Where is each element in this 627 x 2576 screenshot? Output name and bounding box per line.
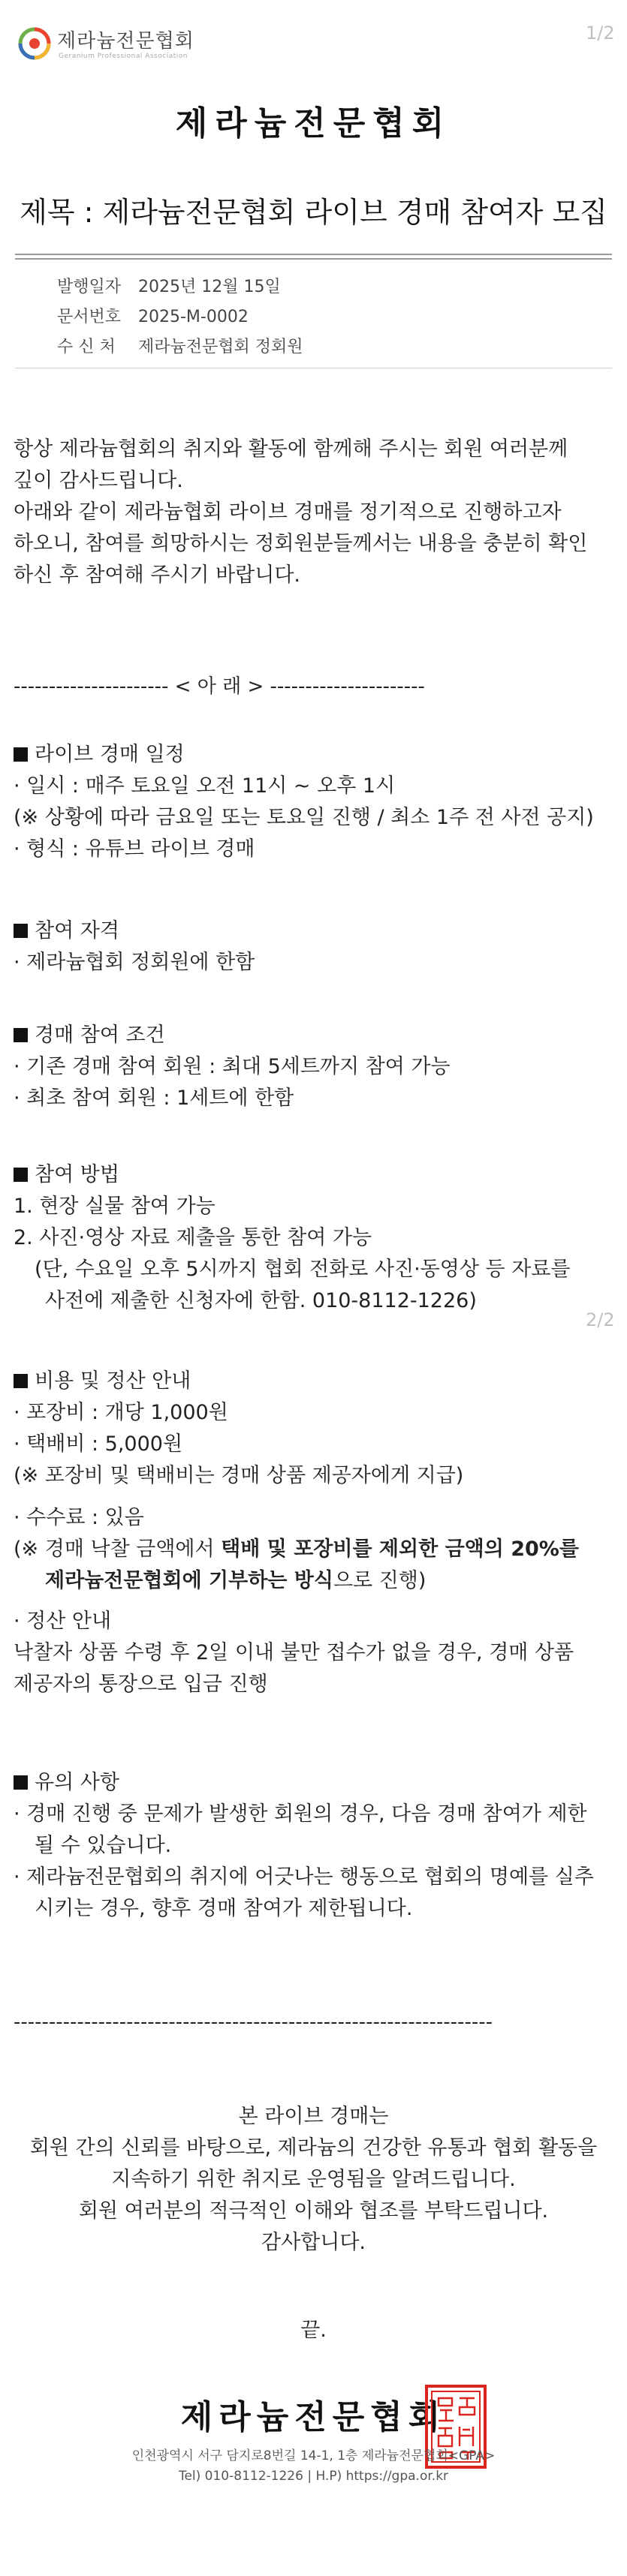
section-line: · 포장비 : 개당 1,000원 [14,1401,228,1424]
section-heading: 유의 사항 [14,1767,614,1799]
section-line: (※ 상황에 따라 금요일 또는 토요일 진행 / 최소 1주 전 사전 공지) [14,806,594,829]
section-line: (단, 수요일 오후 5시까지 협회 전화로 사진·동영상 등 자료를 [35,1258,571,1281]
section-line: · 경매 진행 중 문제가 발생한 회원의 경우, 다음 경매 참여가 제한 [14,1802,587,1826]
section-line: · 제라늄전문협회의 취지에 어긋나는 행동으로 협회의 명예를 실추 [14,1865,594,1889]
intro-line: 하오니, 참여를 희망하시는 정회원분들께서는 내용을 충분히 확인 [14,532,588,555]
footer-association-name: 제라늄전문협회 [180,2398,447,2436]
section-schedule [14,739,614,865]
closing-paragraph [0,2101,627,2259]
section-cost [14,1366,614,1700]
square-bullet-icon [14,1168,28,1182]
meta-label: 발행일자 [57,278,122,296]
section-line: · 제라늄협회 정회원에 한함 [14,951,255,974]
fee-note-line: (※ 경매 낙찰 금액에서 택배 및 포장비를 제외한 금액의 20%를 [14,1537,579,1561]
closing-line: 지속하기 위한 취지로 운영됨을 알려드립니다. [111,2168,516,2191]
association-logo [17,23,332,68]
document-subject: 제목 : 제라늄전문협회 라이브 경매 참여자 모집 [20,196,607,229]
section-divider: ---------------------- < 아 래 > ---------------------- [14,675,425,698]
closing-line: 회원 여러분의 적극적인 이해와 협조를 부탁드립니다. [78,2199,549,2223]
square-bullet-icon [14,1374,28,1388]
section-line: · 최초 참여 회원 : 1세트에 한함 [14,1087,294,1110]
intro-line: 항상 제라늄협회의 취지와 활동에 함께해 주시는 회원 여러분께 [14,437,568,461]
closing-line: 감사합니다. [261,2231,366,2254]
page-number-1: 1/2 [586,23,615,44]
divider-line [15,254,612,255]
intro-line: 아래와 같이 제라늄협회 라이브 경매를 정기적으로 진행하고자 [14,500,562,524]
section-line: 제공자의 통장으로 입금 진행 [14,1673,268,1696]
section-qualification [14,915,614,978]
footer-address: 인천광역시 서구 담지로8번길 14-1, 1층 제라늄전문협회<GPA> [131,2448,496,2463]
square-bullet-icon [14,1775,28,1790]
section-line: 시키는 경우, 향후 경매 참여가 제한됩니다. [35,1897,413,1920]
document-title: 제라늄전문협회 [175,104,452,143]
meta-value: 2025-M-0002 [138,308,249,326]
section-line: (※ 포장비 및 택배비는 경매 상품 제공자에게 지급) [14,1464,464,1487]
intro-line: 깊이 감사드립니다. [14,469,183,492]
meta-label: 수 신 처 [57,338,116,356]
section-heading: 경매 참여 조건 [14,1020,614,1051]
closing-line: 회원 간의 신뢰를 바탕으로, 제라늄의 건강한 유통과 협회 활동을 [29,2136,598,2160]
meta-doc-number [57,304,249,327]
meta-value: 2025년 12월 15일 [138,278,281,296]
section-line: · 형식 : 유튜브 라이브 경매 [14,837,255,861]
meta-issue-date [57,274,281,297]
section-line: 1. 현장 실물 참여 가능 [14,1195,216,1218]
section-line: 될 수 있습니다. [35,1834,172,1857]
meta-value: 제라늄전문협회 정회원 [138,338,303,356]
end-mark: 끝. [300,2319,327,2342]
intro-paragraph [14,434,614,591]
fee-note-line: 제라늄전문협회에 기부하는 방식으로 진행) [45,1569,427,1592]
closing-line: 본 라이브 경매는 [238,2105,389,2128]
section-notes [14,1767,614,1925]
geranium-logo-icon [17,26,53,62]
footer-contact: Tel) 010-8112-1226 | H.P) https://gpa.or.kr [178,2469,449,2484]
bottom-divider: -------------------------------------------------------------------- [14,2011,493,2033]
section-line: · 기존 경매 참여 회원 : 최대 5세트까지 참여 가능 [14,1055,451,1078]
settle-heading: · 정산 안내 [14,1610,112,1633]
square-bullet-icon [14,924,28,938]
divider-line [15,258,612,260]
square-bullet-icon [14,747,28,762]
section-heading: 라이브 경매 일정 [14,739,614,771]
section-line: 낙찰자 상품 수령 후 2일 이내 불만 접수가 없을 경우, 경매 상품 [14,1641,574,1664]
section-line: · 수수료 : 있음 [14,1506,144,1529]
section-conditions [14,1020,614,1114]
section-method [14,1159,614,1317]
intro-line: 하신 후 참여해 주시기 바랍니다. [14,564,300,587]
logo-name: 제라늄전문협회 [57,30,194,53]
section-line: · 택배비 : 5,000원 [14,1432,183,1456]
meta-recipient [57,334,303,357]
section-line: 사전에 제출한 신청자에 한함. 010-8112-1226) [45,1289,477,1312]
logo-subtitle: Geranium Professional Association [59,53,188,60]
section-heading: 비용 및 정산 안내 [14,1366,614,1397]
square-bullet-icon [14,1028,28,1042]
section-heading: 참여 자격 [14,915,614,947]
section-heading: 참여 방법 [14,1159,614,1191]
page-number-2: 2/2 [586,1309,615,1330]
section-line: 2. 사진·영상 자료 제출을 통한 참여 가능 [14,1226,372,1249]
section-line: · 일시 : 매주 토요일 오전 11시 ~ 오후 1시 [14,774,396,798]
meta-label: 문서번호 [57,308,122,326]
